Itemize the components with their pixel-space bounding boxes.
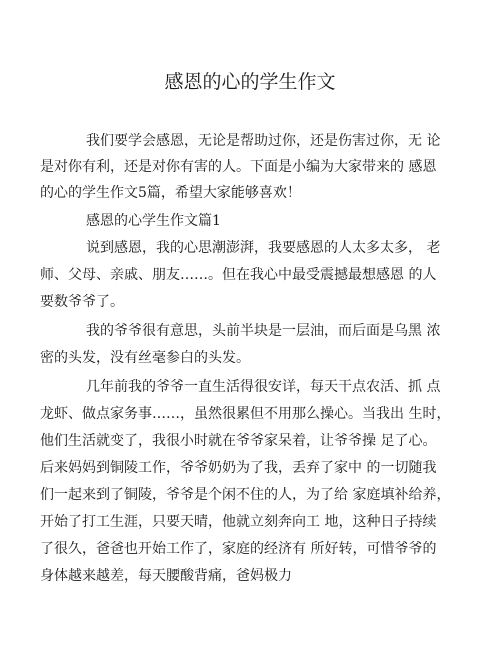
paragraph-line: 密的头发，没有丝毫参白的头发。 [40, 350, 250, 366]
paragraph-line: 的心的学生作文5篇，希望大家能够喜欢！ [40, 185, 301, 201]
paragraph-line: 几年前我的爷爷一直生活得很安详，每天干点农活、抓 点 [86, 379, 441, 395]
document-title: 感恩的心的学生作文 [164, 71, 336, 93]
paragraph-line: 是对你有利，还是对你有害的人。下面是小编为大家带来的 感恩 [40, 159, 437, 175]
paragraph-line: 他们生活就变了，我很小时就在爷爷家呆着，让爷爷操 足了心。 [40, 433, 437, 449]
paragraph-line: 说到感恩，我的心思潮澎湃，我要感恩的人太多太多， 老 [86, 240, 441, 256]
paragraph-line: 身体越来越差，每天腰酸背痛，爸妈极力 [40, 568, 292, 584]
paragraph-line: 了很久，爸爸也开始工作了，家庭的经济有 所好转，可惜爷爷的 [40, 541, 437, 557]
paragraph-line: 我的爷爷很有意思，头前半块是一层油，而后面是乌黑 浓 [86, 323, 441, 339]
paragraph-line: 们一起来到了铜陵，爷爷是个闲不住的人，为了给 家庭填补给养， [40, 487, 451, 503]
paragraph-line: 后来妈妈到铜陵工作，爷爷奶奶为了我，丢弃了家中 的一切随我 [40, 460, 437, 476]
section-heading: 感恩的心学生作文篇1 [86, 213, 221, 229]
paragraph-line: 师、父母、亲戚、朋友……。但在我心中最受震撼最想感恩 的人 [40, 267, 437, 283]
paragraph-line: 开始了打工生涯，只要天晴，他就立刻奔向工 地，这种日子持续 [40, 514, 437, 530]
paragraph-line: 龙虾、做点家务事……，虽然很累但不用那么操心。当我出 生时， [40, 406, 451, 422]
paragraph-line: 要数爷爷了。 [40, 294, 124, 310]
paragraph-line: 我们要学会感恩，无论是帮助过你，还是伤害过你，无 论 [86, 133, 441, 149]
